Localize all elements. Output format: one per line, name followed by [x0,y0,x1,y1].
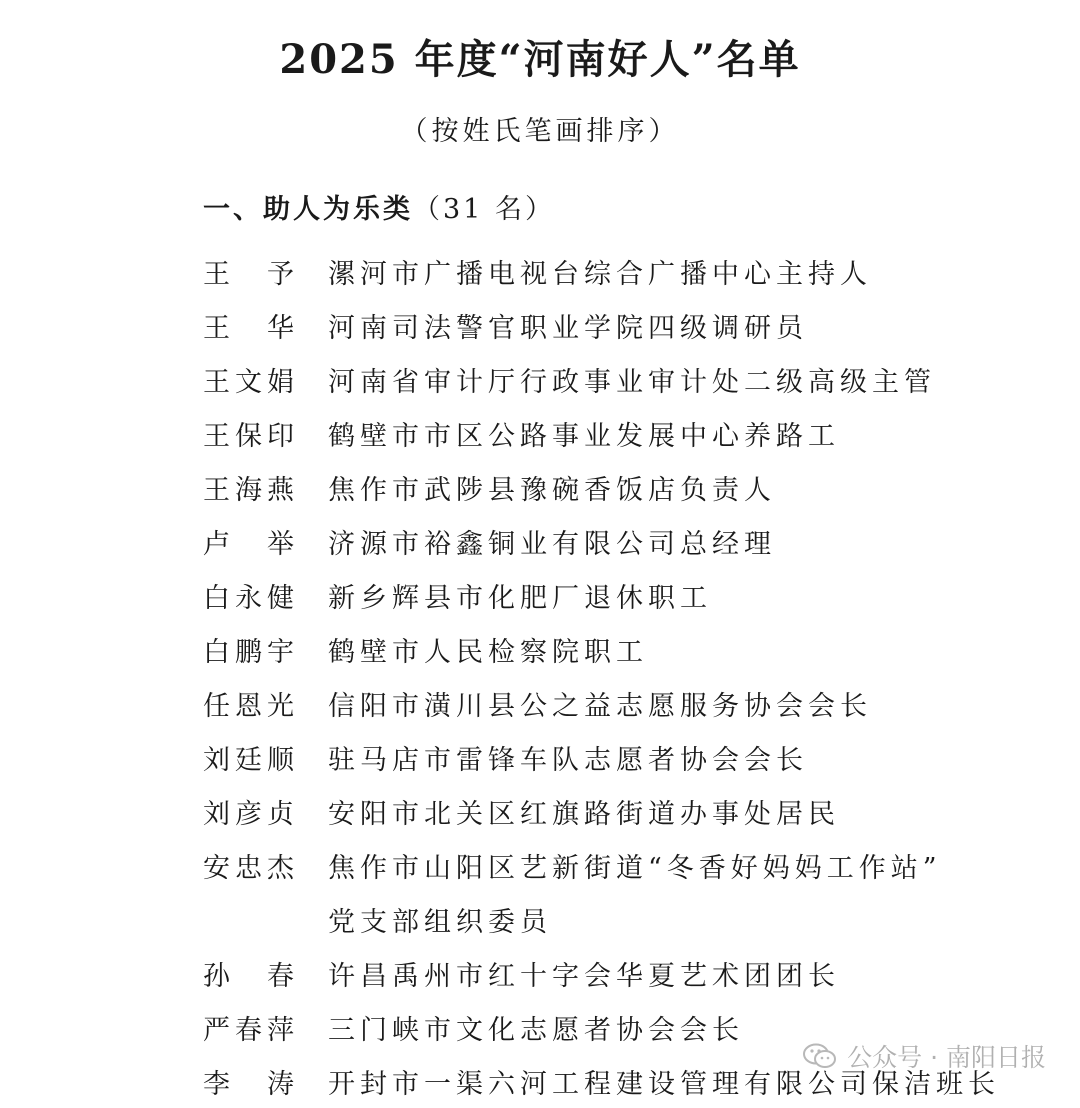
list-item [203,946,983,1000]
entry-name: 王海燕 [203,474,299,506]
wechat-icon [803,1043,837,1069]
entry-name: 王文娟 [203,366,299,398]
list-item-continuation [203,892,983,946]
entry-name: 卢 举 [203,528,299,560]
entry-role: 开封市一渠六河工程建设管理有限公司保洁班长 [328,1068,1000,1100]
entry-role: 驻马店市雷锋车队志愿者协会会长 [328,744,808,776]
list-item [203,676,983,730]
list-item [203,352,983,406]
section-heading-text: 一、助人为乐类 [203,194,413,225]
entry-role: 河南司法警官职业学院四级调研员 [328,312,808,344]
watermark [803,1038,1046,1074]
list-item [203,298,983,352]
entry-role: 焦作市武陟县豫碗香饭店负责人 [328,474,776,506]
entry-role: 鹤壁市人民检察院职工 [328,636,648,668]
entry-name: 孙 春 [203,960,299,992]
entry-name: 李 涛 [203,1068,299,1100]
list-item [203,460,983,514]
list-item [203,784,983,838]
list-item [203,244,983,298]
document-title: 2025 年度“河南好人”名单 [279,36,801,83]
entry-name: 王 华 [203,312,299,344]
entry-name: 严春萍 [203,1014,299,1046]
entry-name: 安忠杰 [203,852,299,884]
entry-name: 刘彦贞 [203,798,299,830]
list-item [203,730,983,784]
entry-name: 刘廷顺 [203,744,299,776]
entry-role: 济源市裕鑫铜业有限公司总经理 [328,528,776,560]
entry-role: 新乡辉县市化肥厂退休职工 [328,582,712,614]
entry-role: 三门峡市文化志愿者协会会长 [328,1014,744,1046]
list-item [203,514,983,568]
list-item [203,622,983,676]
section-heading [203,190,555,230]
list-item [203,838,983,892]
entry-role: 信阳市潢川县公之益志愿服务协会会长 [328,690,872,722]
entry-role: 漯河市广播电视台综合广播中心主持人 [328,258,872,290]
entry-name: 任恩光 [203,690,299,722]
entry-name: 王 予 [203,258,299,290]
entry-name: 白鹏宇 [203,636,299,668]
document-subtitle: （按姓氏笔画排序） [400,116,680,147]
entry-role: 安阳市北关区红旗路街道办事处居民 [328,798,840,830]
list-item [203,568,983,622]
entry-role: 党支部组织委员 [328,906,552,938]
watermark-text: 公众号 · 南阳日报 [847,1043,1046,1072]
entry-role: 许昌禹州市红十字会华夏艺术团团长 [328,960,840,992]
entry-role: 河南省审计厅行政事业审计处二级高级主管 [328,366,936,398]
entry-name: 王保印 [203,420,299,452]
entry-list [203,244,1000,1108]
entry-role: 焦作市山阳区艺新街道“冬香好妈妈工作站” [328,852,942,884]
entry-name: 白永健 [203,582,299,614]
section-count: （31 名） [413,194,555,225]
entry-role: 鹤壁市市区公路事业发展中心养路工 [328,420,840,452]
list-item [203,406,983,460]
